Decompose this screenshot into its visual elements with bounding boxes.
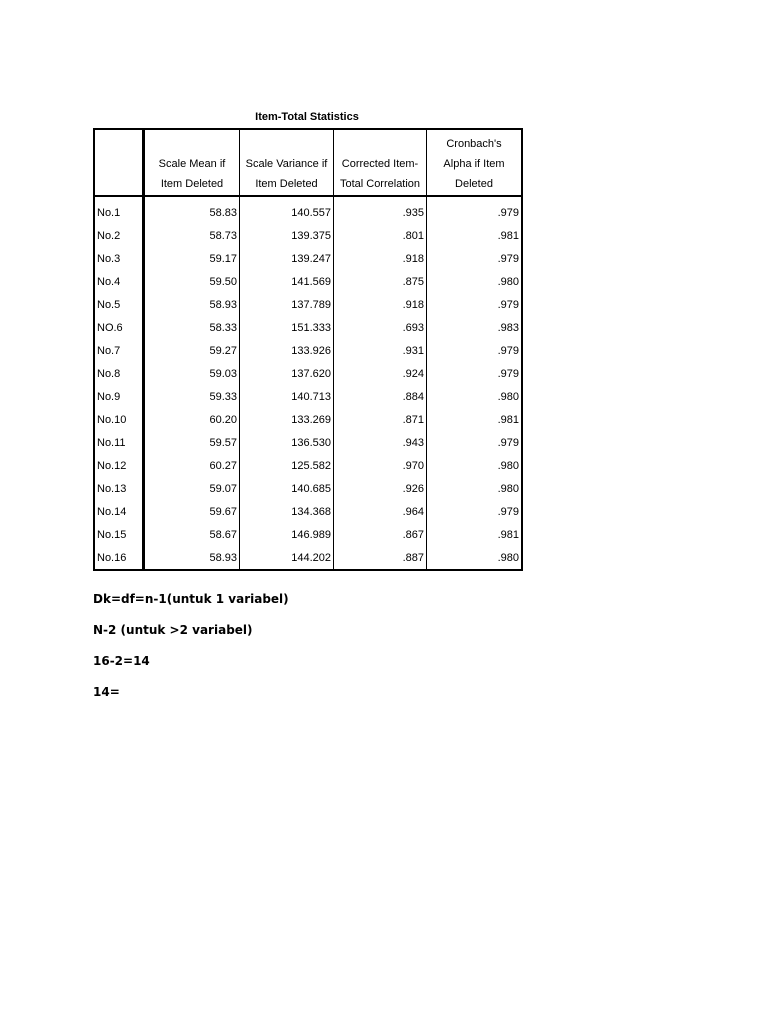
scale-variance-cell: 133.926 (240, 339, 334, 362)
table-header-row (94, 129, 522, 196)
corrected-correlation-cell: .970 (334, 454, 427, 477)
table-row (94, 362, 522, 385)
scale-variance-cell: 151.333 (240, 316, 334, 339)
scale-variance-cell: 125.582 (240, 454, 334, 477)
header-scale-variance-line2: Item Deleted (255, 178, 318, 190)
row-label: No.11 (94, 431, 144, 454)
table-row (94, 454, 522, 477)
table-row (94, 500, 522, 523)
scale-mean-cell: 58.83 (144, 196, 240, 224)
cronbach-alpha-cell: .981 (427, 523, 523, 546)
scale-variance-cell: 146.989 (240, 523, 334, 546)
corrected-correlation-cell: .935 (334, 196, 427, 224)
scale-variance-cell: 144.202 (240, 546, 334, 570)
table-row (94, 546, 522, 570)
scale-mean-cell: 59.03 (144, 362, 240, 385)
scale-mean-cell: 59.33 (144, 385, 240, 408)
item-total-statistics-table (93, 128, 523, 571)
note-result: 14= (93, 685, 120, 699)
corrected-correlation-cell: .964 (334, 500, 427, 523)
row-label: No.8 (94, 362, 144, 385)
header-cronbach-alpha-line1: Cronbach's (446, 138, 502, 150)
note-degrees-of-freedom: Dk=df=n-1(untuk 1 variabel) (93, 592, 289, 606)
row-label: No.1 (94, 196, 144, 224)
header-corrected-correlation (334, 129, 427, 196)
table-row (94, 270, 522, 293)
row-label: No.15 (94, 523, 144, 546)
cronbach-alpha-cell: .979 (427, 247, 523, 270)
cronbach-alpha-cell: .981 (427, 408, 523, 431)
corrected-correlation-cell: .884 (334, 385, 427, 408)
cronbach-alpha-cell: .979 (427, 293, 523, 316)
table-row (94, 293, 522, 316)
header-cronbach-alpha-line2: Alpha if Item (443, 158, 505, 170)
cronbach-alpha-cell: .980 (427, 454, 523, 477)
scale-variance-cell: 139.247 (240, 247, 334, 270)
table-row (94, 523, 522, 546)
cronbach-alpha-cell: .979 (427, 196, 523, 224)
scale-mean-cell: 58.93 (144, 293, 240, 316)
note-calculation: 16-2=14 (93, 654, 150, 668)
cronbach-alpha-cell: .979 (427, 500, 523, 523)
scale-variance-cell: 136.530 (240, 431, 334, 454)
corrected-correlation-cell: .867 (334, 523, 427, 546)
notes-section (93, 591, 289, 715)
cronbach-alpha-cell: .980 (427, 385, 523, 408)
corrected-correlation-cell: .693 (334, 316, 427, 339)
header-corrected-correlation-line1: Corrected Item- (341, 158, 419, 170)
table-row (94, 339, 522, 362)
scale-variance-cell: 140.713 (240, 385, 334, 408)
scale-mean-cell: 58.67 (144, 523, 240, 546)
corrected-correlation-cell: .918 (334, 293, 427, 316)
scale-variance-cell: 133.269 (240, 408, 334, 431)
cronbach-alpha-cell: .980 (427, 477, 523, 500)
header-scale-mean-line1: Scale Mean if (158, 158, 226, 170)
table-title: Item-Total Statistics (255, 111, 359, 123)
header-scale-mean (144, 129, 240, 196)
corrected-correlation-cell: .924 (334, 362, 427, 385)
scale-variance-cell: 139.375 (240, 224, 334, 247)
table-row (94, 477, 522, 500)
cronbach-alpha-cell: .983 (427, 316, 523, 339)
header-cronbach-alpha (427, 129, 523, 196)
header-cronbach-alpha-line3: Deleted (455, 178, 493, 190)
row-label: No.7 (94, 339, 144, 362)
corrected-correlation-cell: .918 (334, 247, 427, 270)
scale-mean-cell: 59.07 (144, 477, 240, 500)
cronbach-alpha-cell: .979 (427, 339, 523, 362)
scale-mean-cell: 60.27 (144, 454, 240, 477)
row-label: No.2 (94, 224, 144, 247)
table-row (94, 408, 522, 431)
corrected-correlation-cell: .887 (334, 546, 427, 570)
corrected-correlation-cell: .801 (334, 224, 427, 247)
table-row (94, 196, 522, 224)
corrected-correlation-cell: .931 (334, 339, 427, 362)
scale-mean-cell: 58.33 (144, 316, 240, 339)
scale-mean-cell: 59.27 (144, 339, 240, 362)
corrected-correlation-cell: .871 (334, 408, 427, 431)
row-label: No.9 (94, 385, 144, 408)
scale-variance-cell: 141.569 (240, 270, 334, 293)
scale-variance-cell: 140.557 (240, 196, 334, 224)
scale-variance-cell: 140.685 (240, 477, 334, 500)
scale-mean-cell: 58.73 (144, 224, 240, 247)
header-corner-cell (94, 129, 144, 196)
scale-variance-cell: 134.368 (240, 500, 334, 523)
header-scale-variance (240, 129, 334, 196)
scale-mean-cell: 59.57 (144, 431, 240, 454)
table-row (94, 385, 522, 408)
table-row (94, 431, 522, 454)
scale-variance-cell: 137.620 (240, 362, 334, 385)
table-row (94, 224, 522, 247)
scale-mean-cell: 60.20 (144, 408, 240, 431)
row-label: No.16 (94, 546, 144, 570)
row-label: No.5 (94, 293, 144, 316)
corrected-correlation-cell: .943 (334, 431, 427, 454)
scale-mean-cell: 58.93 (144, 546, 240, 570)
row-label: No.14 (94, 500, 144, 523)
cronbach-alpha-cell: .979 (427, 362, 523, 385)
row-label: No.3 (94, 247, 144, 270)
scale-mean-cell: 59.67 (144, 500, 240, 523)
header-scale-variance-line1: Scale Variance if (245, 158, 328, 170)
corrected-correlation-cell: .875 (334, 270, 427, 293)
cronbach-alpha-cell: .979 (427, 431, 523, 454)
scale-mean-cell: 59.17 (144, 247, 240, 270)
scale-variance-cell: 137.789 (240, 293, 334, 316)
row-label: No.12 (94, 454, 144, 477)
table-row (94, 247, 522, 270)
cronbach-alpha-cell: .980 (427, 546, 523, 570)
corrected-correlation-cell: .926 (334, 477, 427, 500)
row-label: No.4 (94, 270, 144, 293)
scale-mean-cell: 59.50 (144, 270, 240, 293)
row-label: No.10 (94, 408, 144, 431)
note-n-minus-two: N-2 (untuk >2 variabel) (93, 623, 253, 637)
header-scale-mean-line2: Item Deleted (160, 178, 224, 190)
cronbach-alpha-cell: .981 (427, 224, 523, 247)
cronbach-alpha-cell: .980 (427, 270, 523, 293)
row-label: NO.6 (94, 316, 144, 339)
header-corrected-correlation-line2: Total Correlation (339, 178, 421, 190)
table-row (94, 316, 522, 339)
row-label: No.13 (94, 477, 144, 500)
